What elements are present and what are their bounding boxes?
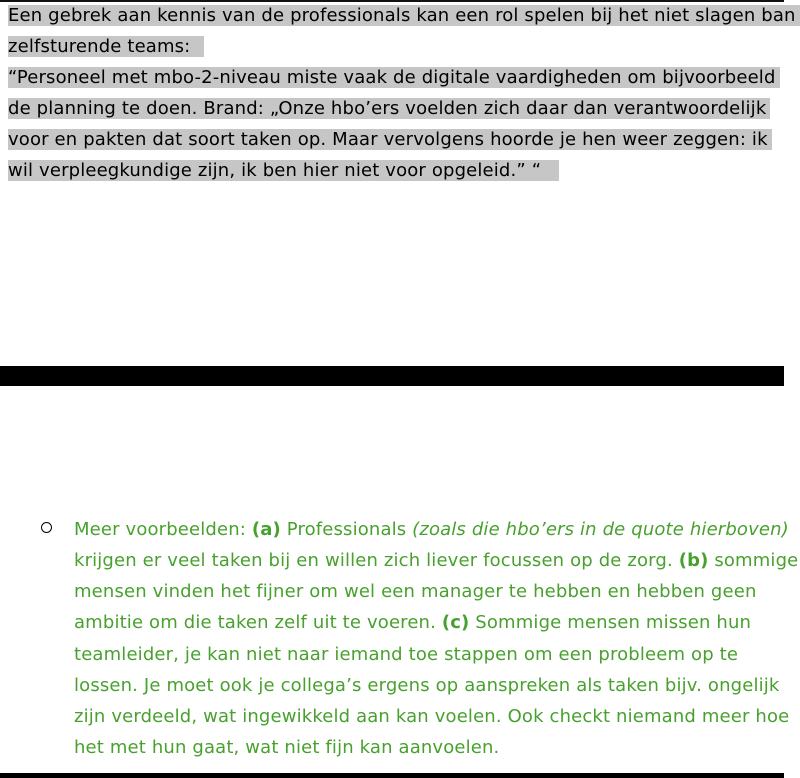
hollow-bullet-icon — [41, 522, 52, 533]
label-c: (c) — [441, 612, 470, 633]
text-run: ambitie om die taken zelf uit te voeren. — [74, 612, 442, 633]
bullet-line-8[interactable] — [74, 732, 499, 763]
text-run: het met hun gaat, wat niet fijn kan aanvoelen. — [74, 737, 500, 758]
highlighted-text[interactable]: zelfsturende teams: — [8, 36, 204, 57]
bullet-line-5[interactable] — [74, 639, 738, 670]
text-run: krijgen er veel taken bij en willen zich liever focussen op de zorg. — [74, 550, 679, 571]
quote-line-3 — [8, 62, 780, 93]
quote-line-4 — [8, 93, 770, 124]
label-b: (b) — [678, 550, 709, 571]
quote-line-6 — [8, 155, 559, 186]
page-bottom-edge — [0, 773, 784, 778]
text-run: zijn verdeeld, wat ingewikkeld aan kan voelen. Ook checkt niemand meer hoe — [74, 706, 790, 727]
highlighted-text[interactable]: Een gebrek aan kennis van de professionals kan een rol spelen bij het niet slagen ban — [8, 5, 800, 26]
quote-line-1 — [8, 0, 800, 31]
text-run: lossen. Je moet ook je collega’s ergens op aanspreken als taken bijv. ongelijk — [74, 675, 780, 696]
text-run: mensen vinden het fijner om wel een manager te hebben en hebben geen — [74, 581, 757, 602]
text-run: Meer voorbeelden: — [74, 519, 252, 540]
label-a: (a) — [251, 519, 281, 540]
bullet-line-7[interactable] — [74, 701, 789, 732]
bullet-line-3[interactable] — [74, 576, 757, 607]
quote-line-2 — [8, 31, 204, 62]
bullet-line-1[interactable] — [74, 514, 789, 545]
quote-line-5 — [8, 124, 772, 155]
text-run: teamleider, je kan niet naar iemand toe stappen om een probleem op te — [74, 644, 739, 665]
bullet-line-6[interactable] — [74, 670, 779, 701]
text-run: sommige — [708, 550, 799, 571]
bullet-line-4[interactable] — [74, 607, 751, 638]
highlighted-text[interactable]: “Personeel met mbo-2-niveau miste vaak de digitale vaardigheden om bijvoorbeeld — [8, 67, 780, 88]
highlighted-text[interactable]: wil verpleegkundige zijn, ik ben hier niet voor opgeleid.” “ — [8, 160, 559, 181]
highlighted-text[interactable]: de planning te doen. Brand: „Onze hbo’ers voelden zich daar dan verantwoordelijk — [8, 98, 770, 119]
italic-note: (zoals die hbo’ers in de quote hierboven) — [412, 519, 789, 540]
highlighted-text[interactable]: voor en pakten dat soort taken op. Maar vervolgens hoorde je hen weer zeggen: ik — [8, 129, 772, 150]
text-run: Professionals — [280, 519, 413, 540]
document-page-top — [0, 0, 796, 366]
page-break-bar — [0, 366, 784, 386]
text-run: Sommige mensen missen hun — [469, 612, 752, 633]
bullet-line-2[interactable] — [74, 545, 798, 576]
